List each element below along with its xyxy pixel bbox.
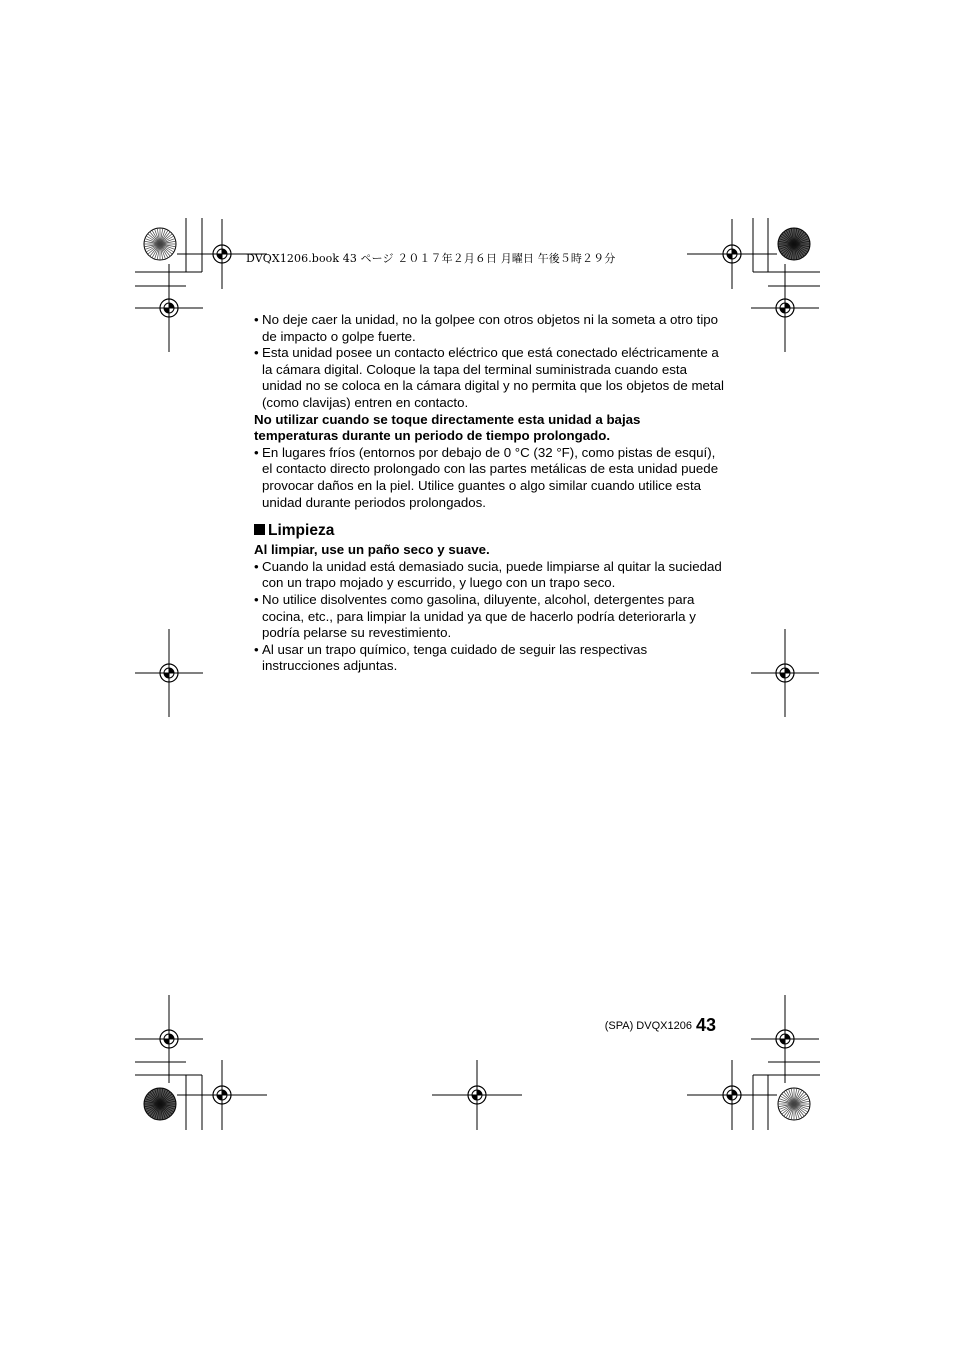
color-bar-starburst-icon: [778, 228, 810, 260]
registration-target-icon: [751, 264, 819, 352]
list-item: • No deje caer la unidad, no la golpee con otros objetos ni la someta a otro tipo de impacto o golpe fuerte.: [254, 312, 719, 344]
registration-target-icon: [177, 1060, 267, 1130]
page-number: 43: [695, 1015, 716, 1035]
list-item: • No utilice disolventes como gasolina, diluyente, alcohol, detergentes para cocina, etc., para limpiar la unidad ya que de hacerlo podría deteriorarla y podría pelarse su revestimiento.: [254, 591, 696, 641]
registration-target-icon: [432, 1060, 522, 1130]
bullet-icon: •: [254, 641, 259, 657]
registration-target-icon: [751, 629, 819, 717]
warning-title: No utilizar cuando se toque directamente esta unidad a bajas temperaturas durante un periodo de tiempo prolongado.: [254, 411, 641, 444]
registration-target-icon: [135, 264, 203, 352]
warning-list: [254, 445, 726, 511]
color-bar-starburst-icon: [778, 1088, 810, 1120]
bullet-icon: •: [254, 558, 259, 574]
cleaning-list: [254, 559, 726, 675]
list-item: • Al usar un trapo químico, tenga cuidado de seguir las respectivas instrucciones adjuntas.: [254, 641, 648, 674]
intro-list: [254, 312, 726, 412]
section-heading: Limpieza: [254, 521, 726, 541]
color-bar-starburst-icon: [144, 228, 176, 260]
color-bar-starburst-icon: [144, 1088, 176, 1120]
page-footer: [605, 1015, 716, 1036]
section-subheading: Al limpiar, use un paño seco y suave.: [254, 542, 490, 558]
bullet-icon: •: [254, 345, 259, 361]
document-code: (SPA) DVQX1206: [604, 1020, 692, 1032]
page-content: [254, 312, 726, 675]
registration-target-icon: [135, 629, 203, 717]
list-item: • En lugares fríos (entornos por debajo de 0 °C (32 °F), como pistas de esquí), el contacto directo prolongado con las partes metálicas de esta unidad puede provocar daños en la piel. Utilice guantes o algo similar cuando utilice esta unidad durante periodos prolongados.: [254, 444, 719, 510]
registration-target-icon: [751, 995, 819, 1083]
registration-target-icon: [687, 1060, 777, 1130]
bullet-icon: •: [254, 591, 259, 607]
print-header: DVQX1206.book 43 ページ ２０１７年２月６日 月曜日 午後５時２９分: [246, 252, 616, 265]
bullet-icon: •: [254, 312, 259, 327]
list-item: • Esta unidad posee un contacto eléctrico que está conectado eléctricamente a la cámara digital. Coloque la tapa del terminal suministrada cuando esta unidad no se coloca en la cámara digital y no permita que los objetos de metal (como clavijas) entren en contacto.: [254, 345, 724, 410]
registration-target-icon: [135, 995, 203, 1083]
bullet-icon: •: [254, 444, 259, 460]
list-item: • Cuando la unidad está demasiado sucia, puede limpiarse al quitar la suciedad con un trapo mojado y escurrido, y luego con un trapo seco.: [254, 558, 722, 591]
square-marker-icon: [254, 524, 265, 535]
